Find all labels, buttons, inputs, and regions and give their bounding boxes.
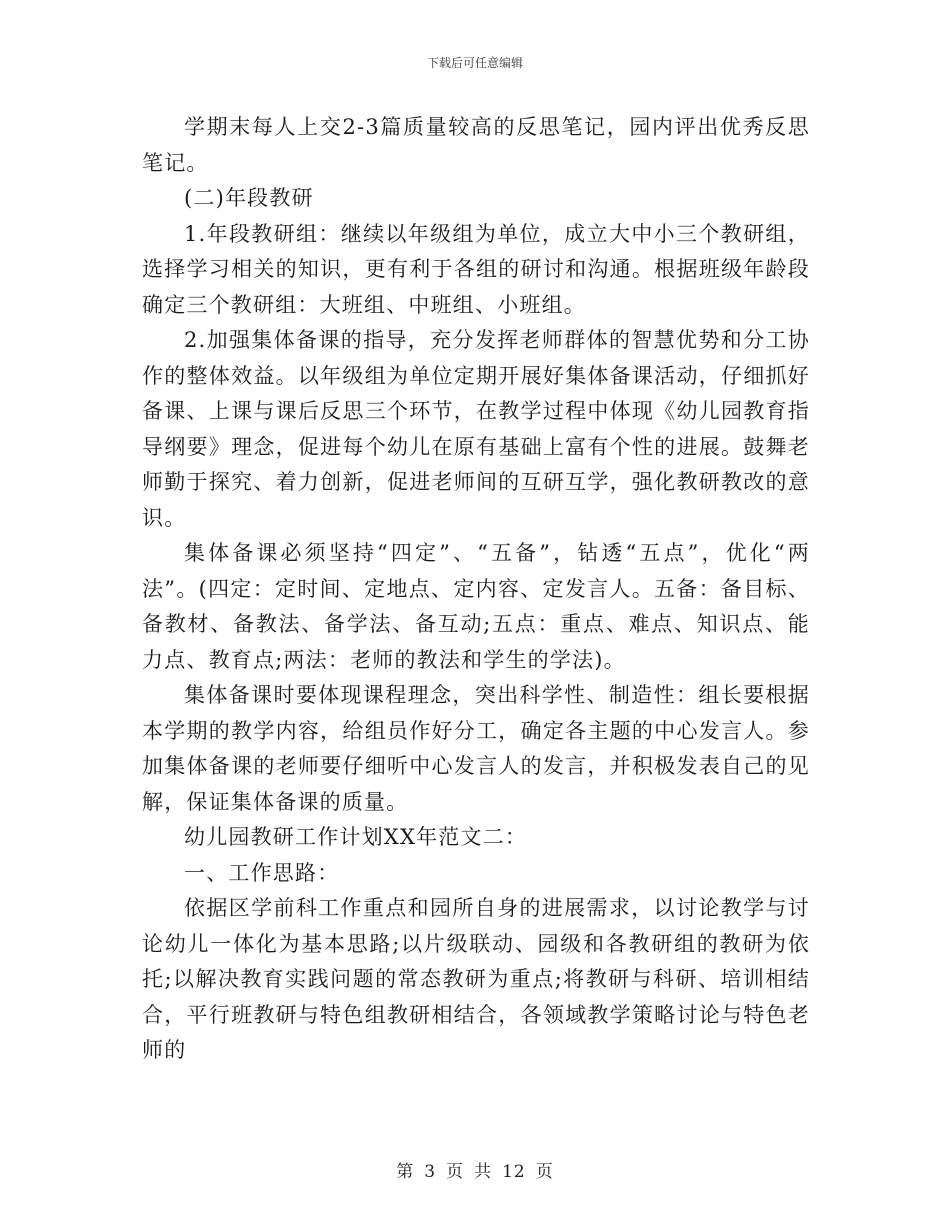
paragraph-reflection-notes: 学期末每人上交2-3篇质量较高的反思笔记，园内评出优秀反思笔记。 — [142, 115, 810, 175]
paragraph-curriculum-concept: 集体备课时要体现课程理念，突出科学性、制造性：组长要根据本学期的教学内容，给组员作好分工，确定各主题的中心发言人。参加集体备课的老师要仔细听中心发言人的发言，并积极发表自己的见解，保证集体备课的质量。 — [142, 683, 810, 814]
paragraph-collective-lesson-prep: 2.加强集体备课的指导，充分发挥老师群体的智慧优势和分工协作的整体效益。以年级组为单位定期开展好集体备课活动，仔细抓好备课、上课与课后反思三个环节，在教学过程中体现《幼儿园教育指导纲要》理念，促进每个幼儿在原有基础上富有个性的进展。鼓舞老师勤于探究、着力创新，促进老师间的互研互学，强化教研教改的意识。 — [142, 328, 810, 530]
header-note: 下载后可任意编辑 — [426, 56, 523, 70]
footer-page-word: 页 — [446, 1162, 465, 1182]
footer-current-page: 3 — [424, 1162, 437, 1182]
footer-total-pages: 12 — [502, 1162, 526, 1182]
paragraph-work-ideas: 依据区学前科工作重点和园所自身的进展需求，以讨论教学与讨论幼儿一体化为基本思路;以片级联动、园级和各教研组的教研为依托;以解决教育实践问题的常态教研为重点;将教研与科研、培训相结合，平行班教研与特色组教研相结合，各领域教学策略讨论与特色老师的 — [142, 896, 810, 1062]
section-heading-work-ideas: 一、工作思路： — [184, 860, 340, 885]
footer-total-prefix: 共 — [474, 1162, 493, 1182]
page-number-footer — [0, 1157, 950, 1182]
paragraph-four-fixed-five-prep: 集体备课必须坚持“四定”、“五备”，钻透“五点”，优化“两法”。(四定：定时间、定地点、定内容、定发言人。五备：备目标、备教材、备教法、备学法、备互动;五点：重点、难点、知识点、能力点、教育点;两法：老师的教法和学生的学法)。 — [142, 541, 810, 672]
section-heading-grade-research: (二)年段教研 — [184, 186, 314, 210]
footer-prefix: 第 — [396, 1162, 415, 1182]
document-body — [142, 110, 810, 1069]
subtitle-sample-two: 幼儿园教研工作计划XX年范文二： — [184, 825, 528, 849]
footer-suffix: 页 — [535, 1162, 554, 1182]
paragraph-grade-research-group: 1.年段教研组：继续以年级组为单位，成立大中小三个教研组，选择学习相关的知识，更有利于各组的研讨和沟通。根据班级年龄段确定三个教研组：大班组、中班组、小班组。 — [142, 221, 810, 317]
